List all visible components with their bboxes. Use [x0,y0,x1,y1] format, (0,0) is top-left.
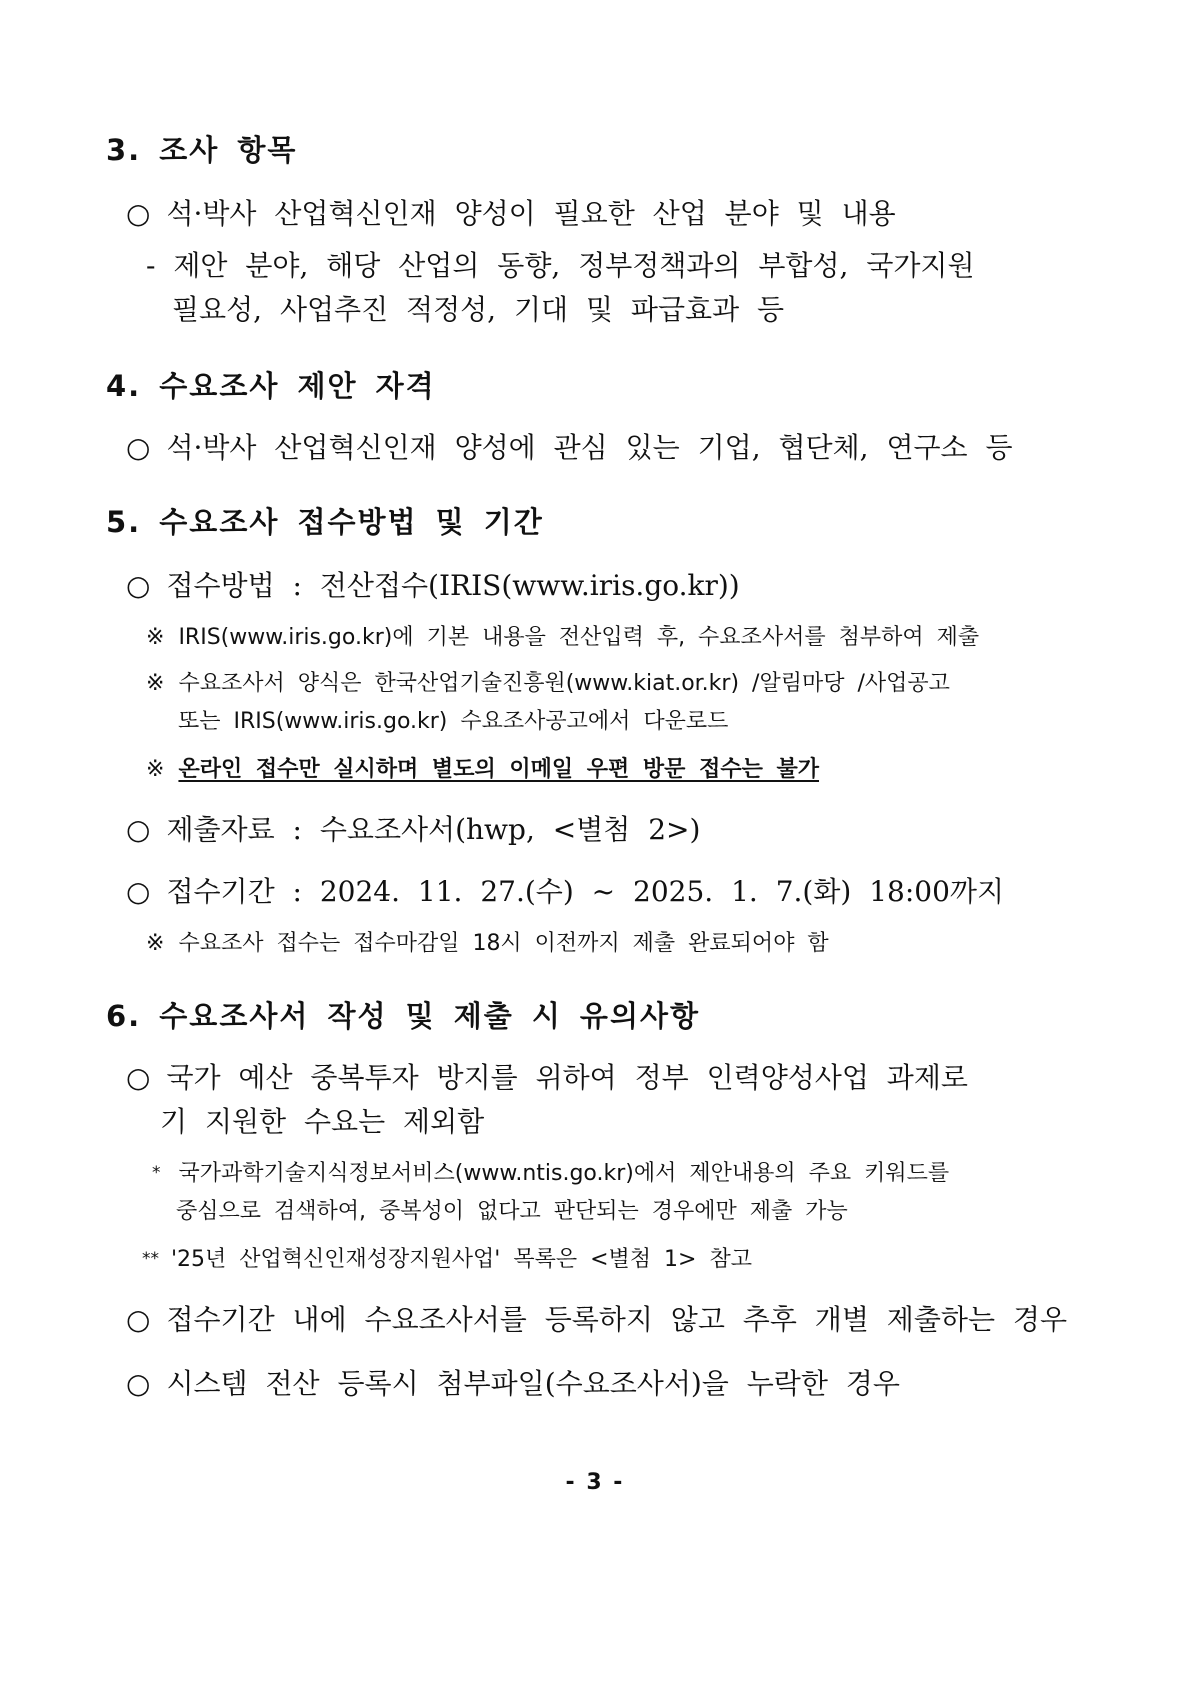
s3-sub-1-line-2: 필요성, 사업추진 적정성, 기대 및 파급효과 등 [172,293,785,326]
s5-bullet-3-text: 접수기간 : 2024. 11. 27.(수) ~ 2025. 1. 7.(화) 18:00까지 [166,875,1005,908]
s3-bullet-1-text: 석·박사 산업혁신인재 양성이 필요한 산업 분야 및 내용 [166,197,896,230]
section-6-heading: 6. 수요조사서 작성 및 제출 시 유의사항 [106,999,700,1033]
s6-star-note-line-1 [152,1156,949,1187]
s6-bullet-2 [126,1298,1067,1338]
s5-bullet-1 [126,564,740,604]
s6-double-star-note [142,1242,752,1273]
s4-bullet-1-text: 석·박사 산업혁신인재 양성에 관심 있는 기업, 협단체, 연구소 등 [166,431,1013,464]
circle-bullet-icon: ○ [126,1303,151,1336]
s5-note-3-text: 온라인 접수만 실시하며 별도의 이메일 우편 방문 접수는 불가 [178,757,820,782]
s5-note-4 [146,926,829,957]
circle-bullet-icon: ○ [126,1061,151,1094]
circle-bullet-icon: ○ [126,431,151,464]
section-4-heading: 4. 수요조사 제안 자격 [106,369,436,403]
page-number: - 3 - [565,1470,625,1495]
circle-bullet-icon: ○ [126,1367,151,1400]
s5-bullet-1-text: 접수방법 : 전산접수(IRIS(www.iris.go.kr)) [166,569,740,602]
s5-note-2-text: 수요조사서 양식은 한국산업기술진흥원(www.kiat.or.kr) /알림마당 /사업공고 [178,671,950,696]
asterisk-mark-icon: * [152,1163,161,1183]
s6-bullet-3 [126,1362,900,1402]
s5-note-3 [146,752,819,783]
reference-mark-icon: ※ [146,625,165,650]
section-3-heading: 3. 조사 항목 [106,133,298,167]
s6-bullet-2-text: 접수기간 내에 수요조사서를 등록하지 않고 추후 개별 제출하는 경우 [166,1303,1067,1336]
circle-bullet-icon: ○ [126,197,151,230]
s6-star-note-line-2: 중심으로 검색하여, 중복성이 없다고 판단되는 경우에만 제출 가능 [176,1199,848,1224]
s3-sub-1-line-1: - 제안 분야, 해당 산업의 동향, 정부정책과의 부합성, 국가지원 [146,249,975,282]
s6-star-note-text: 국가과학기술지식정보서비스(www.ntis.go.kr)에서 제안내용의 주요 키워드를 [178,1161,950,1186]
s5-note-2-line-2: 또는 IRIS(www.iris.go.kr) 수요조사공고에서 다운로드 [178,709,729,734]
s5-bullet-3 [126,870,1004,910]
reference-mark-icon: ※ [146,671,165,696]
s4-bullet-1 [126,426,1013,466]
s5-note-4-text: 수요조사 접수는 접수마감일 18시 이전까지 제출 완료되어야 함 [178,931,829,956]
s6-bullet-1-line-1 [126,1056,968,1096]
s5-note-2-line-1 [146,666,950,697]
s5-bullet-2-text: 제출자료 : 수요조사서(hwp, <별첨 2>) [166,813,701,846]
double-asterisk-mark-icon: ** [142,1249,159,1269]
s5-bullet-2 [126,808,700,848]
s6-bullet-3-text: 시스템 전산 등록시 첨부파일(수요조사서)을 누락한 경우 [166,1367,900,1400]
s5-note-1-text: IRIS(www.iris.go.kr)에 기본 내용을 전산입력 후, 수요조사서를 첨부하여 제출 [178,625,980,650]
s6-bullet-1-line-2: 기 지원한 수요는 제외함 [160,1105,485,1138]
reference-mark-icon: ※ [146,757,165,782]
circle-bullet-icon: ○ [126,813,151,846]
circle-bullet-icon: ○ [126,569,151,602]
reference-mark-icon: ※ [146,931,165,956]
s3-bullet-1 [126,192,896,232]
s6-double-star-note-text: '25년 산업혁신인재성장지원사업' 목록은 <별첨 1> 참고 [171,1247,752,1272]
s6-bullet-1-text: 국가 예산 중복투자 방지를 위하여 정부 인력양성사업 과제로 [166,1061,968,1094]
circle-bullet-icon: ○ [126,875,151,908]
s5-note-1 [146,620,979,651]
section-5-heading: 5. 수요조사 접수방법 및 기간 [106,505,544,539]
